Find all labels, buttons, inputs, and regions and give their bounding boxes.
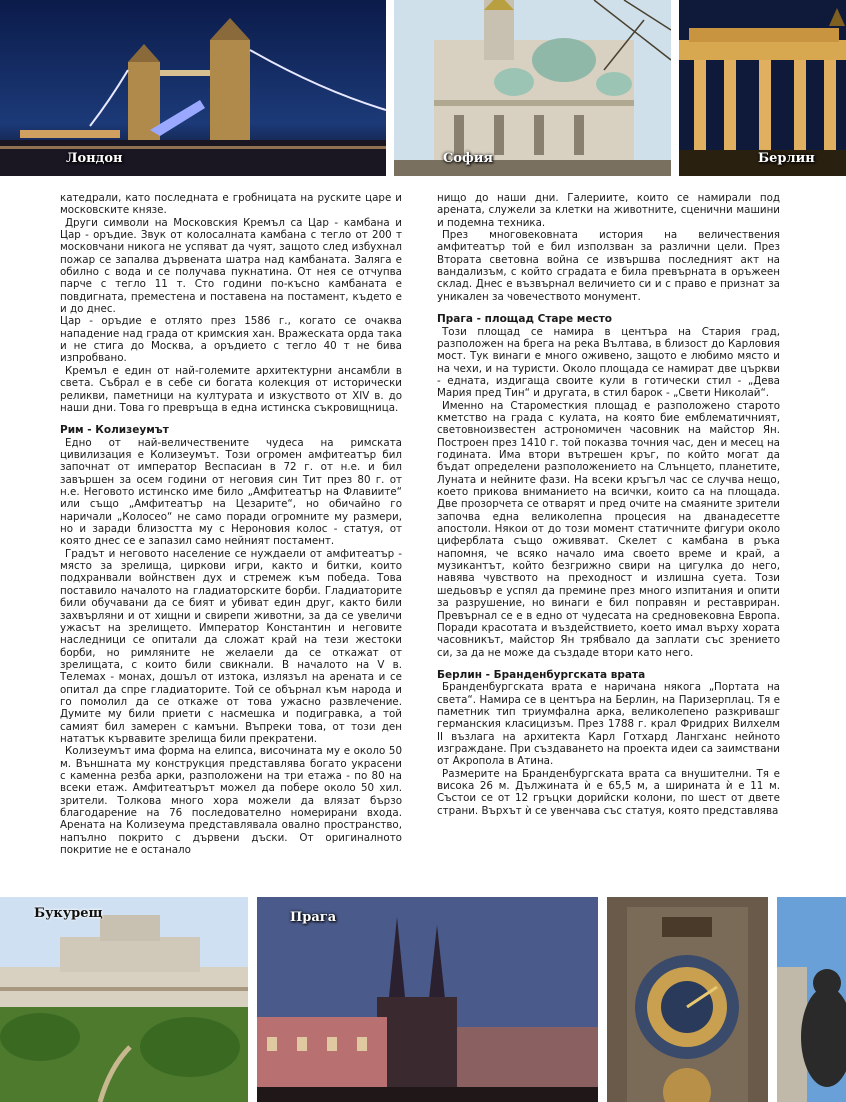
- photo-caption-london: Лондон: [66, 151, 123, 166]
- section-heading-berlin: Берлин - Бранденбургската врата: [437, 668, 646, 681]
- photo-caption-sofia: София: [443, 151, 493, 166]
- paragraph: катедрали, като последната е гробницата на руските царе и московските князе.: [60, 192, 402, 217]
- paragraph: Размерите на Бранденбургската врата са внушителни. Тя е висока 26 м. Дължината ѝ е 65,5 м, а ширината ѝ е 11 м. Състои се от 12 гръцки дорийски колони, по шест от двете страни. Върхът ѝ се увенчава със статуя, която представлява: [437, 767, 780, 817]
- paragraph: Бранденбургската врата е наричана някога „Портата на света“. Намира се в центъра на Берлин, на Паризерплац. Тя е паметник тип триумфална арка, великолепено разкривашг германския класицизъм. През 1788 г. крал Фридрих Вилхелм II възлага на архитекта Карл Готхард Лангханс нейното изграждане. При създаването на проекта идеи са заимствани от Акропола в Атина.: [437, 681, 780, 768]
- photo-sofia: [394, 0, 671, 176]
- photo-london: [0, 0, 386, 176]
- paragraph: През многовековната история на величествения амфитеатър той е бил използван за различни цели. През Втората световна война се извършва последният акт на вандализъм, с който сградата е била превърната в оръжеен склад. Днес е възвърнал величието си и с право е признат за уникален за човечеството монумент.: [437, 229, 780, 303]
- photo-caption-bucharest: Букурещ: [34, 906, 103, 921]
- paragraph: Други символи на Московския Кремъл са Цар - камбана и Цар - оръдие. Звук от колосалната камбана с тегло от 200 т московчани никога не успяват да чуят, защото след избухнал пожар се запалва дървената шатра над камбаната. Заляга е обилно с вода и се получава пукнатина. От нея се отчупва парче с тегло 11 т. Сто години по-късно камбаната е повдигната, преместена и поставена на постамент, където е и до днес.: [60, 216, 402, 316]
- photo-caption-prague: Прага: [290, 910, 337, 925]
- right-column: [437, 192, 780, 876]
- photo-prague: [257, 897, 598, 1102]
- left-column: [60, 192, 402, 876]
- paragraph: Едно от най-величествените чудеса на римската цивилизация е Колизеумът. Този огромен амфитеатър бил започнат от император Веспасиан в 72 г. от н.е. и бил завършен за осем години от неговия син Тит през 80 г. от н.е. Неговото истинско име било „Амфитеатър на Флавиите“ или също „Амфитеатър на Цезарите“, но обичайно го наричали „Колосео“ не само поради огромните му размери, но и заради близостта му с Нероновия колос - статуя, от която днес се е запазил само нейният постамент.: [60, 436, 402, 548]
- paragraph: Кремъл е един от най-големите архитектурни ансамбли в света. Събрал е в себе си богата колекция от исторически реликви, паметници на културата и изкуството от XIV в. до наши дни. Това го превръща в една истинска съкровищница.: [60, 364, 402, 414]
- photo-berlin-bear: [777, 897, 846, 1102]
- section-heading-prague: Прага - площад Старе место: [437, 313, 613, 326]
- paragraph: нищо до наши дни. Галериите, които се намирали под арената, служели за клетки на животните, сценични машини и подемна техника.: [437, 192, 780, 229]
- photo-caption-berlin: Берлин: [758, 151, 815, 166]
- paragraph: Градът и неговото население се нуждаели от амфитеатър - място за зрелища, циркови игри, както и битки, които подхранвали войнствен дух и стремеж към победа. Това поставило началото на гладиаторските борби. Гладиаторите били обучавани да се бият и убиват един друг, както били захвърляни и от хищни и свирепи животни, за да се увеличи ужасът на зрелището. Император Константин и неговите наследници се опитали да сложат край на тези жестоки борби, но римляните не желаели да се откажат от зрелищата, с които били свикнали. В началото на V в. Телемах - монах, дошъл от изтока, излязъл на арената и се опитал да спре гладиаторите. Той се обърнал към народа и го помолил да се откаже от това ужасно развлечение. Думите му били приети с насмешка и подигравка, а той самият бил замерен с камъни. Въпреки това, от този ден нататък кървавите зрелища били прекратени.: [60, 547, 402, 745]
- photo-astronomical-clock: [607, 897, 768, 1102]
- paragraph: Този площад се намира в центъра на Стария град, разположен на брега на река Вълтава, в близост до Карловия мост. Тук винаги е много оживено, защото е любимо място и на чехи, и на туристи. Около площада се намират две църкви - едната, издигаща своите кули в готически стил - „Дева Мария пред Тин“ и другата, в стил барок - „Свети Николай“.: [437, 325, 780, 400]
- paragraph: Цар - оръдие е отлято през 1586 г., когато се очаква нападение над града от кримския хан. Вражеската орда така и не стига до Москва, а оръдието с тегло 40 т не бива изпробвано.: [60, 315, 402, 365]
- photo-berlin: [679, 0, 846, 176]
- section-heading-rome: Рим - Колизеумът: [60, 424, 169, 437]
- paragraph: Именно на Староместкия площад е разположено старото кметство на града с кулата, на която бие емблематичният, световноизвестен астрономичен часовник на майстор Ян. Построен през 1410 г. той показва точния час, ден и месец на годината. Има втори вътрешен кръг, по който могат да бъдат определени разположението на Слънцето, планетите, Луната и нейните фази. На всеки кръгъл час се случва нещо, което прикова вниманието на всички, които са на площада. Две прозорчета се отварят и пред очите на смаяните зрители започва една великолепна процесия на дванадесетте апостоли. Някои от до този момент статичните фигури около циферблата също оживяват. Скелет с камбана в ръка напомня, че всяко начало има своето време и край, а музикантът, който безгрижно свири на цигулка до него, навява чувството на преходност и излишна суета. Този шедьовър е успял да премине през много изпитания и опити за разрушение, но винаги е бил поправян и реставриран. Превърнал се е в едно от чудесата на средновековна Европа. Поради красотата и въздействието, което имал върху хората часовникът, майстор Ян трябвало да заплати със зрението си, за да не може да създаде втори като него.: [437, 399, 780, 659]
- paragraph: Колизеумът има форма на елипса, височината му е около 50 м. Външната му конструкция представлява богато украсени с каменна резба арки, разположени на три етажа - по 80 на всеки етаж. Амфитеатърът можел да побере около 50 хил. зрители. Толкова много хора можели да влязат бързо благодарение на 76 последователно номерирани входа. Арената на Колизеума представлявала овално пространство, напълно покрито с дървени дъски. От оригиналното покритие не е останало: [60, 745, 402, 857]
- photo-bucharest: [0, 897, 248, 1102]
